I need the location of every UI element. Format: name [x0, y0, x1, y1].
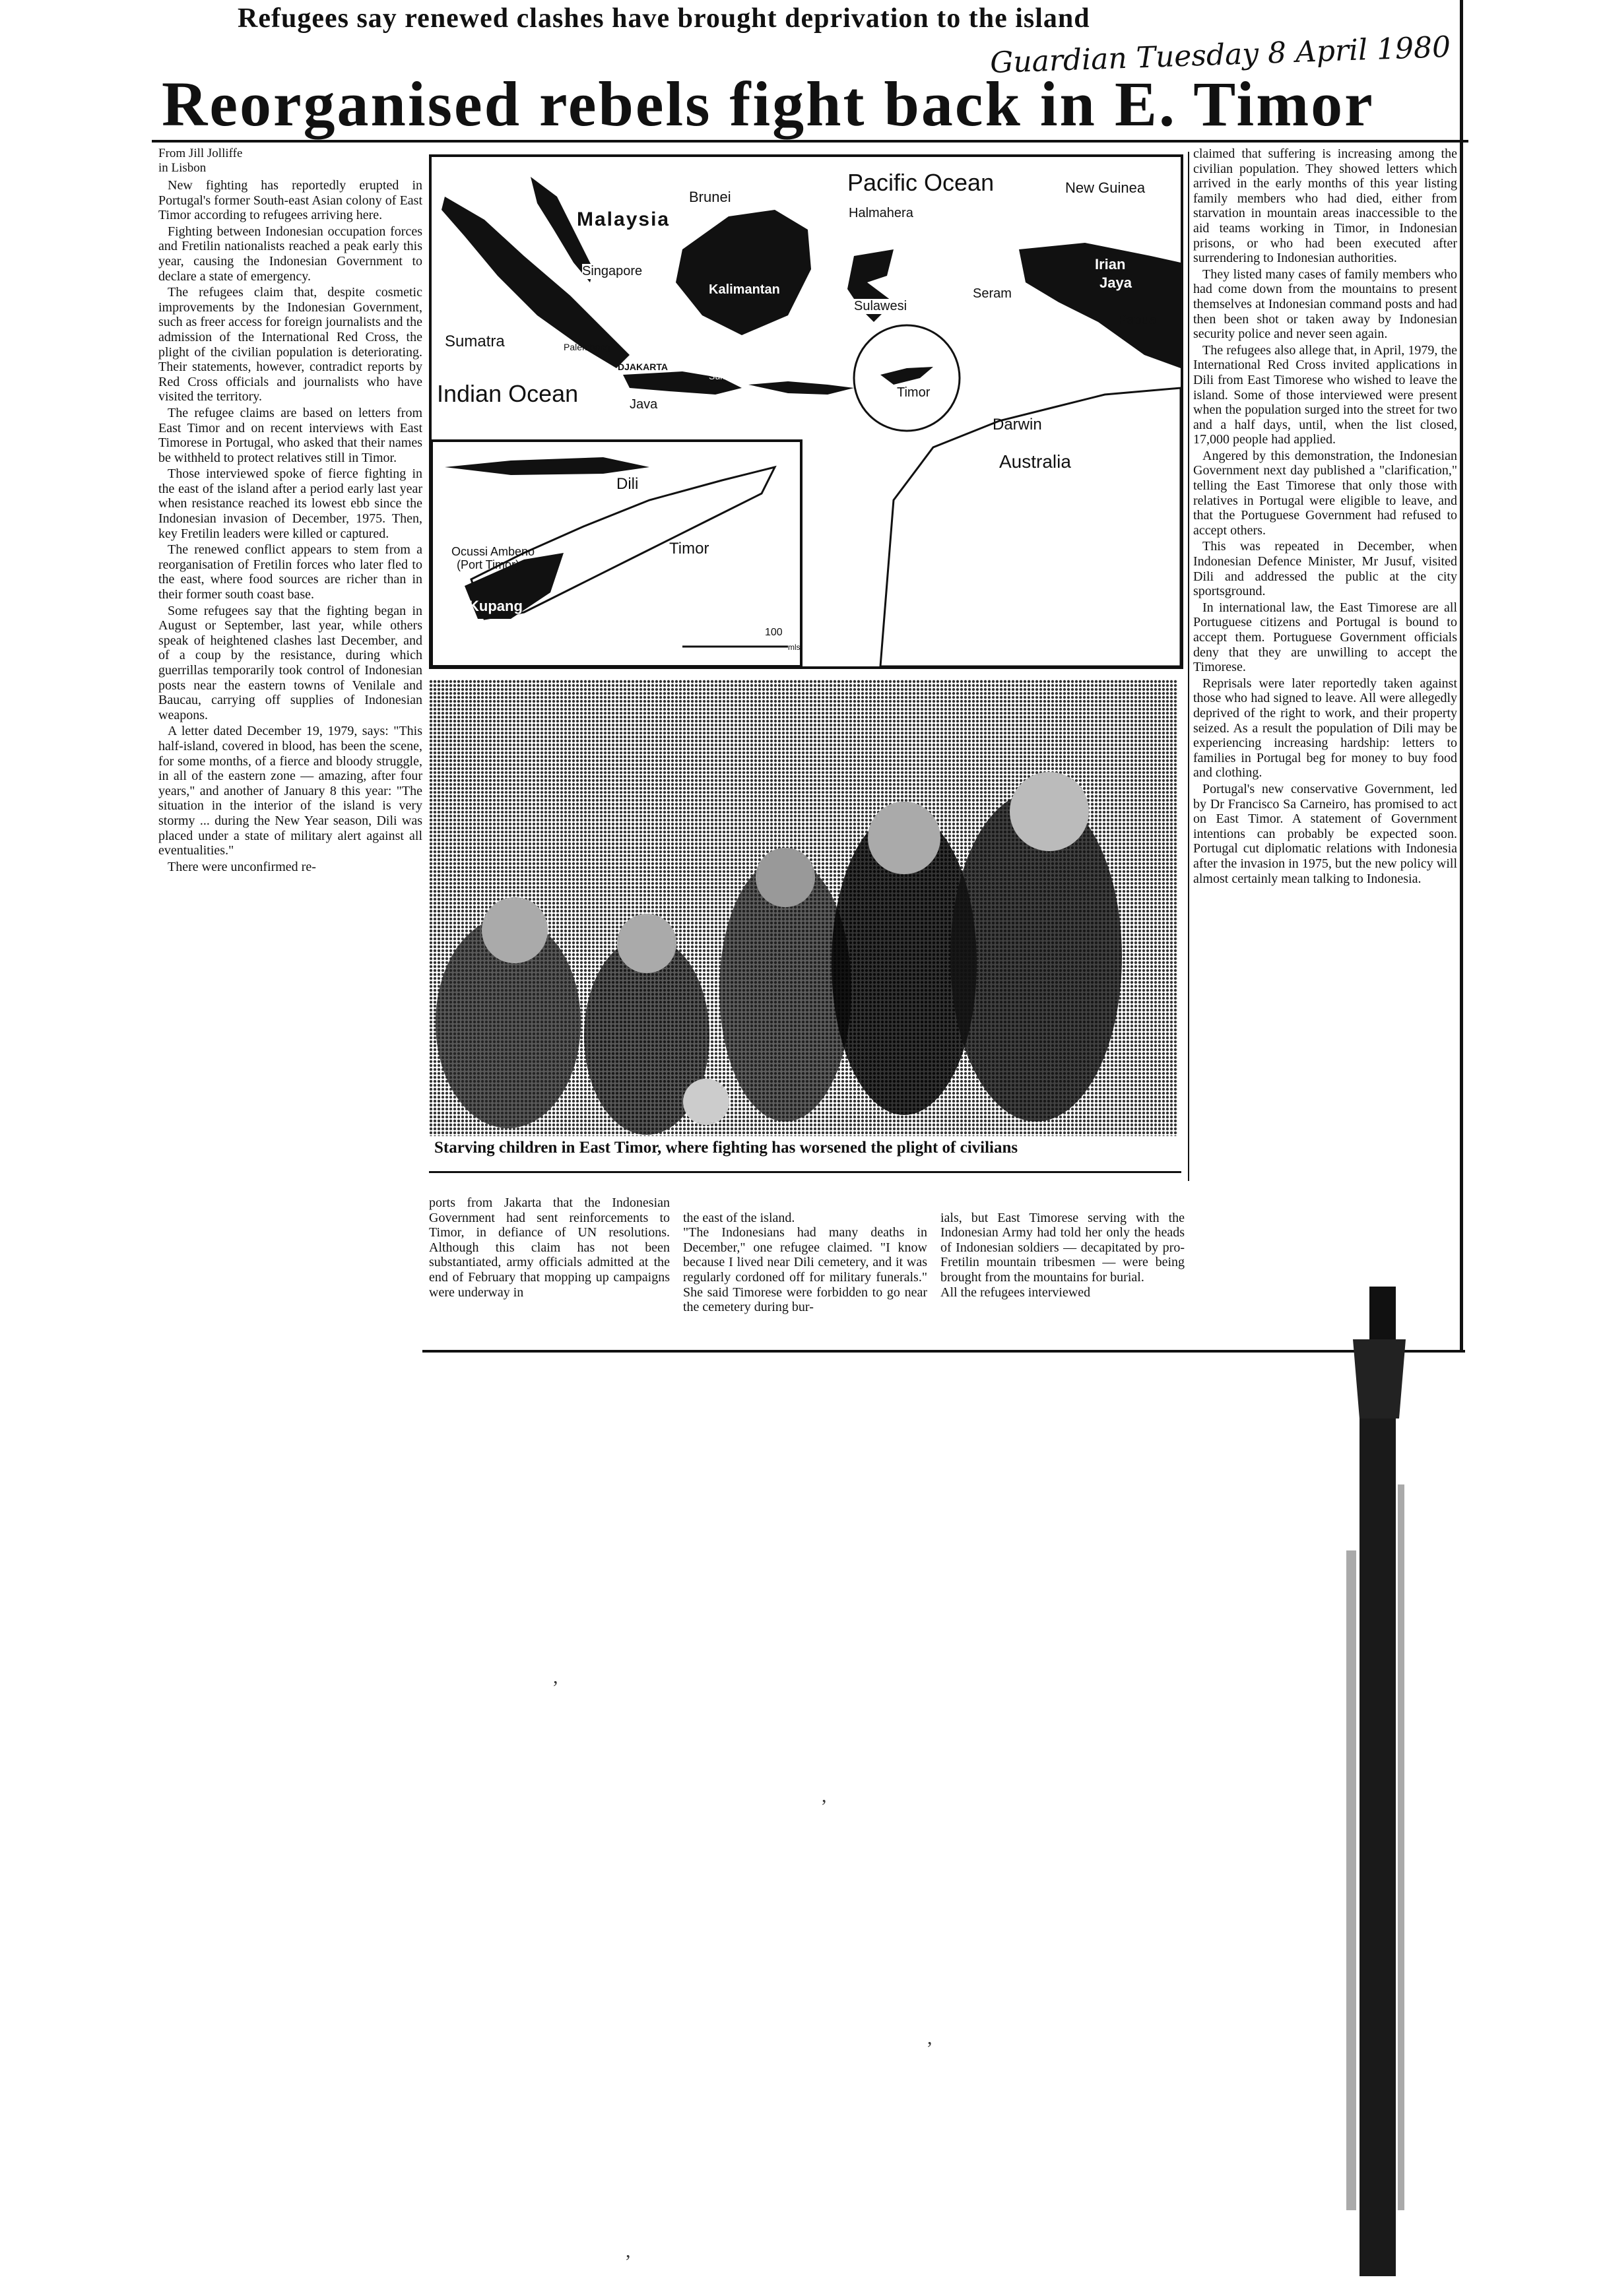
inset-label: Ocussi Ambeno — [451, 545, 535, 558]
timor-shape — [880, 367, 933, 385]
map-label: Malaysia — [577, 208, 671, 230]
inset-label: Timor — [669, 540, 709, 558]
byline — [158, 146, 422, 175]
nusa-tenggara-shape — [748, 381, 854, 395]
kicker-headline: Refugees say renewed clashes have brought deprivation to the island — [238, 3, 1090, 34]
paragraph: A letter dated December 19, 1979, says: "This half-island, covered in blood, has been the scene, for some months, of a fierce and bloody struggle, in all of the eastern zone — amazing, after four years," and another of January 8 this year: "The situation in the interior of the island is very stormy ... during the New Year season, Dili was placed under a state of military alert against all eventualities." — [158, 724, 422, 858]
left-column — [158, 146, 422, 1341]
borneo-shape — [676, 210, 811, 335]
column-divider-right — [1188, 152, 1189, 1181]
paragraph: Those interviewed spoke of fierce fighting in the east of the island after a period early last year when resistance reached its lowest ebb since the Indonesian invasion of December, 1975. Then, key Fretilin leaders were killed or captured. — [158, 466, 422, 541]
map-label: Halmahera — [849, 206, 913, 220]
child-face — [617, 914, 676, 973]
paragraph: Portugal's new conservative Government, led by Dr Francisco Sa Carneiro, has promised to act on East Timor. A statement of Government intentions can probably be expected soon. Portugal cut diplomatic relations with Indonesia after the invasion in 1975, but the new policy will almost certainly mean talking to Indonesia. — [1193, 781, 1457, 886]
map-label: Irian — [1095, 256, 1126, 272]
paragraph: In international law, the East Timorese are all Portuguese citizens and Portugal is bound to accept them. Portuguese Government officials deny that they are unwilling to accept the Timorese. — [1193, 600, 1457, 675]
photocopy-streak — [1333, 1287, 1412, 2276]
stray-mark: , — [927, 2027, 933, 2049]
paragraph: The renewed conflict appears to stem from a reorganisation of Fretilin forces who later fled to the east, where food sources are richer than in their former south coast base. — [158, 542, 422, 602]
child-face — [482, 897, 548, 963]
caption-rule — [429, 1171, 1181, 1173]
paragraph: The refugees also allege that, in April, 1979, the International Red Cross invited applications in Dili from East Timorese who wished to leave the island. Some of those interviewed were present when the population surged into the street for two and a half days, until, when the list closed, 17,000 people had applied. — [1193, 342, 1457, 447]
map-label: Singapore — [582, 264, 643, 278]
inset-scale-unit: mls — [788, 643, 801, 652]
headline: Reorganised rebels fight back in E. Timor — [162, 69, 1375, 139]
map-label: Padang — [457, 296, 489, 306]
bottom-rule — [422, 1350, 1465, 1353]
map-label: Australia — [999, 451, 1071, 472]
map-label: Brunei — [689, 189, 731, 205]
paragraph: Reprisals were later reportedly taken against those who had signed to leave. All were allegedly deprived of the right to work, and their property seized. As a result the population of Dili may be experiencing increasing hardship: letters to families in Portugal beg for money to buy food and clothing. — [1193, 676, 1457, 781]
map-label: Sumatra — [445, 333, 505, 350]
paragraph: The refugee claims are based on letters from East Timor and on recent interviews with East Timorese in Portugal, who asked that their names be withheld to protect relatives still in Timor. — [158, 405, 422, 465]
top-rule — [152, 140, 1468, 143]
photo-starving-children — [429, 680, 1178, 1136]
paragraph: claimed that suffering is increasing among the civilian population. They showed letters which arrived in the early months of this year listing family members who had died, either from starvation in mountain areas inaccessible to the aid teams working in Timor, in Indonesian prisons, or who had been executed after surrendering to Indonesian authorities. — [1193, 146, 1457, 266]
stray-mark: , — [822, 1785, 827, 1806]
map-label: Jaya — [1099, 274, 1132, 291]
inset-label: Dili — [616, 475, 639, 493]
inset-scale-label: 100 — [765, 627, 783, 638]
paragraph: Fighting between Indonesian occupation forces and Fretilin nationalists reached a peak early this year, causing the Indonesian Government to declare a state of emergency. — [158, 224, 422, 284]
map-label: DJAKARTA — [618, 362, 668, 372]
map-label: Pacific Ocean — [847, 169, 995, 196]
map-label: Darwin — [993, 416, 1042, 433]
paragraph: ports from Jakarta that the Indonesian Government had sent reinforcements to Timor, in defiance of UN resolutions. Although this claim has not been substantiated, army officials admitted at the end of February that mopping up campaigns were underway in — [429, 1196, 670, 1300]
stray-mark: , — [626, 2240, 631, 2262]
map-label: Seram — [973, 286, 1012, 301]
map-label: New Guinea — [1065, 179, 1146, 196]
lower-column-3 — [940, 1196, 1185, 1315]
inset-label: Kupang — [469, 598, 523, 614]
child-face — [1010, 772, 1089, 851]
byline-author: From Jill Jolliffe — [158, 146, 243, 160]
indonesia-map — [429, 154, 1183, 669]
paragraph: This was repeated in December, when Indonesian Defence Minister, Mr Jusuf, visited Dili and addressed the public at the city sportsground. — [1193, 539, 1457, 599]
lower-column-1 — [429, 1196, 670, 1300]
handwritten-date-note: Guardian Tuesday 8 April 1980 — [989, 30, 1451, 80]
paragraph: the east of the island. "The Indonesians had many deaths in December," one refugee claimed. "I know because I lived near Dili cemetery, and it was regularly cordoned off for military funerals." She said Timorese were forbidden to go near the cemetery during bur- — [683, 1210, 927, 1315]
byline-place: in Lisbon — [158, 161, 207, 175]
stray-mark: , — [553, 1666, 558, 1688]
paragraph: New fighting has reportedly erupted in Portugal's former South-east Asian colony of East Timor according to refugees arriving here. — [158, 178, 422, 223]
right-border — [1460, 0, 1463, 1353]
paragraph: Some refugees say that the fighting began in August or September, last year, while others speak of heightened clashes last December, and of a coup by the resistance, during which guerrillas temporarily took control of Indonesian posts near the eastern towns of Venilale and Baucau, carrying off supplies of Indonesian weapons. — [158, 603, 422, 722]
paragraph: There were unconfirmed re- — [168, 859, 316, 874]
paragraph: Angered by this demonstration, the Indonesian Government next day published a "clarification," telling the East Timorese that only those with relatives in Portugal were eligible to leave, and that the Portuguese Government had refused to accept others. — [1193, 448, 1457, 538]
photo-caption: Starving children in East Timor, where fighting has worsened the plight of civilians — [434, 1139, 1018, 1157]
map-label: Indian Ocean — [437, 380, 579, 407]
map-label: Palembang — [564, 342, 610, 352]
map-label: Java — [630, 397, 658, 412]
child-face — [683, 1079, 729, 1125]
paragraph: The refugees claim that, despite cosmetic improvements by the Indonesian Government, such as freer access for foreign journalists and the admission of the International Red Cross, the plight of the civilian population is deteriorating. Their statements, however, contradict reports by Red Cross officials and journalists who have visited the territory. — [158, 285, 422, 404]
map-label: Sulawesi — [854, 299, 907, 313]
paragraph: ials, but East Timorese serving with the Indonesian Army had told her only the heads of Indonesian soldiers — decapitated by pro-Fretilin mountain tribesmen — were being brought from the mountains for burial. All the refugees interviewed — [940, 1210, 1185, 1300]
right-column — [1193, 146, 1457, 1341]
map-label: Sumbawa — [709, 371, 750, 381]
inset-label: (Port Timor) — [457, 558, 520, 571]
paragraph: They listed many cases of family members who had come down from the mountains to present themselves at Indonesian command posts and had then been shot or taken away by Indonesian security police and never seen again. — [1193, 267, 1457, 342]
map-label: Kalimantan — [709, 282, 780, 297]
map-label: Papua — [1118, 313, 1156, 327]
child-face — [868, 802, 940, 874]
lower-column-2 — [683, 1196, 927, 1329]
map-label: Timor — [897, 385, 931, 400]
child-face — [756, 848, 815, 907]
